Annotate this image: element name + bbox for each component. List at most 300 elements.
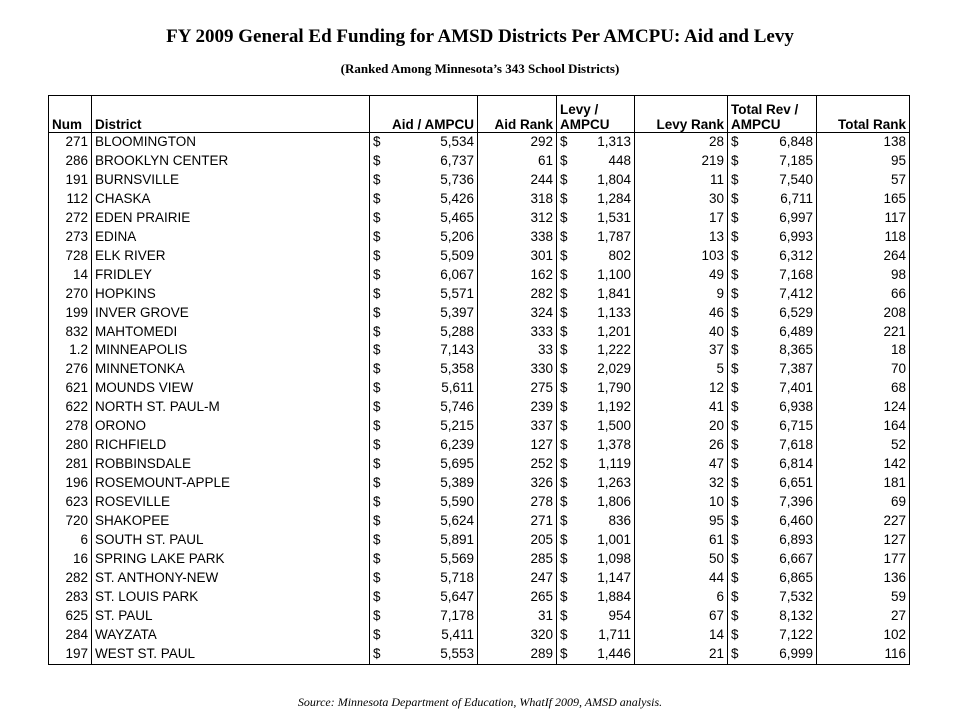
header-total-rank: Total Rank [817, 96, 910, 133]
row-district: ST. ANTHONY-NEW [92, 569, 370, 588]
table-row [49, 228, 910, 247]
levy-currency-symbol: $ [557, 209, 581, 228]
table-row [49, 285, 910, 304]
row-levy: 448 [608, 152, 631, 168]
row-levy-rank: 28 [635, 133, 728, 152]
levy-currency-symbol: $ [557, 417, 581, 436]
row-levy-rank: 21 [635, 645, 728, 664]
row-aid-rank: 271 [478, 512, 557, 531]
row-levy-rank: 103 [635, 247, 728, 266]
row-total: 6,651 [779, 475, 813, 491]
row-total: 6,312 [779, 247, 813, 263]
aid-currency-symbol: $ [370, 266, 394, 285]
levy-currency-symbol: $ [557, 379, 581, 398]
row-total-rank: 57 [817, 171, 910, 190]
levy-currency-symbol: $ [557, 304, 581, 323]
total-currency-symbol: $ [728, 304, 752, 323]
levy-currency-symbol: $ [557, 171, 581, 190]
table-row [49, 493, 910, 512]
row-total: 7,618 [779, 437, 813, 453]
row-levy-rank: 6 [635, 588, 728, 607]
table-row [49, 512, 910, 531]
total-currency-symbol: $ [728, 455, 752, 474]
row-district: EDEN PRAIRIE [92, 209, 370, 228]
row-aid-rank: 247 [478, 569, 557, 588]
aid-currency-symbol: $ [370, 455, 394, 474]
row-total-rank: 66 [817, 285, 910, 304]
table-row [49, 417, 910, 436]
row-total-rank: 138 [817, 133, 910, 152]
total-currency-symbol: $ [728, 323, 752, 342]
row-total-rank: 116 [817, 645, 910, 664]
row-aid-rank: 275 [478, 379, 557, 398]
row-aid-rank: 333 [478, 323, 557, 342]
row-aid: 5,553 [394, 645, 478, 664]
row-district: SHAKOPEE [92, 512, 370, 531]
row-aid-rank: 324 [478, 304, 557, 323]
row-total-rank: 52 [817, 436, 910, 455]
row-aid: 5,891 [440, 532, 474, 548]
row-levy-rank: 20 [635, 417, 728, 436]
row-district: ST. PAUL [92, 607, 370, 626]
table-row [49, 266, 910, 285]
levy-currency-symbol: $ [557, 569, 581, 588]
row-total: 7,122 [779, 626, 813, 642]
row-num: 832 [49, 323, 92, 342]
total-currency-symbol: $ [728, 417, 752, 436]
row-num: 199 [49, 304, 92, 323]
row-num: 1.2 [49, 341, 92, 360]
funding-table [48, 95, 910, 665]
levy-currency-symbol: $ [557, 360, 581, 379]
total-currency-symbol: $ [728, 360, 752, 379]
row-district: BROOKLYN CENTER [92, 152, 370, 171]
row-aid: 5,206 [440, 228, 474, 244]
header-levy-rank: Levy Rank [635, 96, 728, 133]
row-aid: 5,465 [440, 209, 474, 225]
row-total-rank: 264 [817, 247, 910, 266]
row-aid: 6,239 [440, 437, 474, 453]
aid-currency-symbol: $ [370, 285, 394, 304]
row-total-rank: 70 [817, 360, 910, 379]
row-levy: 1,263 [597, 475, 631, 491]
row-num: 284 [49, 626, 92, 645]
row-total: 6,848 [779, 134, 813, 149]
row-levy-rank: 12 [635, 379, 728, 398]
row-num: 283 [49, 588, 92, 607]
row-district: WEST ST. PAUL [92, 645, 370, 664]
row-num: 278 [49, 417, 92, 436]
row-levy: 1,119 [598, 456, 631, 472]
total-currency-symbol: $ [728, 133, 752, 152]
row-levy: 1,804 [597, 171, 631, 187]
row-aid: 5,590 [440, 494, 474, 510]
total-currency-symbol: $ [728, 379, 752, 398]
row-total-rank: 136 [817, 569, 910, 588]
total-currency-symbol: $ [728, 398, 752, 417]
aid-currency-symbol: $ [370, 645, 394, 664]
row-district: RICHFIELD [92, 436, 370, 455]
row-levy-rank: 95 [635, 512, 728, 531]
levy-currency-symbol: $ [557, 493, 581, 512]
row-levy-rank: 14 [635, 626, 728, 645]
levy-currency-symbol: $ [557, 607, 581, 626]
aid-currency-symbol: $ [370, 190, 394, 209]
row-levy: 1,500 [597, 418, 631, 434]
aid-currency-symbol: $ [370, 626, 394, 645]
row-aid: 5,397 [440, 304, 474, 320]
row-total-rank: 177 [817, 550, 910, 569]
row-total-rank: 95 [817, 152, 910, 171]
aid-currency-symbol: $ [370, 171, 394, 190]
total-currency-symbol: $ [728, 228, 752, 247]
row-total: 6,865 [779, 569, 813, 585]
table-row [49, 398, 910, 417]
row-levy-rank: 47 [635, 455, 728, 474]
row-levy-rank: 10 [635, 493, 728, 512]
row-district: ROSEVILLE [92, 493, 370, 512]
aid-currency-symbol: $ [370, 569, 394, 588]
table-row [49, 323, 910, 342]
row-num: 14 [49, 266, 92, 285]
table-row [49, 645, 910, 664]
row-levy: 802 [608, 247, 631, 263]
aid-currency-symbol: $ [370, 588, 394, 607]
row-levy-rank: 5 [635, 360, 728, 379]
row-aid: 5,695 [440, 456, 474, 472]
row-total-rank: 227 [817, 512, 910, 531]
total-currency-symbol: $ [728, 209, 752, 228]
aid-currency-symbol: $ [370, 531, 394, 550]
row-num: 273 [49, 228, 92, 247]
aid-currency-symbol: $ [370, 550, 394, 569]
header-total-line2: AMPCU [731, 117, 781, 132]
row-levy-rank: 26 [635, 436, 728, 455]
row-total-rank: 142 [817, 455, 910, 474]
row-num: 720 [49, 512, 92, 531]
row-levy: 1,192 [597, 399, 631, 415]
total-currency-symbol: $ [728, 493, 752, 512]
row-levy: 954 [608, 607, 631, 623]
row-levy: 1,787 [597, 228, 631, 244]
table-row [49, 474, 910, 493]
row-total: 6,711 [780, 190, 813, 206]
row-total: 6,993 [779, 228, 813, 244]
row-aid: 5,611 [441, 380, 474, 396]
levy-currency-symbol: $ [557, 550, 581, 569]
levy-currency-symbol: $ [557, 531, 581, 550]
table-row [49, 152, 910, 171]
row-district: MOUNDS VIEW [92, 379, 370, 398]
levy-currency-symbol: $ [557, 228, 581, 247]
header-levy-line2: AMPCU [560, 117, 610, 132]
row-levy: 1,313 [597, 134, 631, 149]
row-district: BLOOMINGTON [92, 133, 370, 152]
row-total-rank: 98 [817, 266, 910, 285]
row-num: 728 [49, 247, 92, 266]
total-currency-symbol: $ [728, 171, 752, 190]
row-num: 112 [49, 190, 92, 209]
row-district: MAHTOMEDI [92, 323, 370, 342]
row-aid-rank: 312 [478, 209, 557, 228]
row-levy: 836 [608, 513, 631, 529]
aid-currency-symbol: $ [370, 360, 394, 379]
aid-currency-symbol: $ [370, 209, 394, 228]
header-num: Num [49, 96, 92, 133]
row-total: 6,667 [779, 550, 813, 566]
levy-currency-symbol: $ [557, 474, 581, 493]
row-aid: 7,178 [440, 607, 474, 623]
row-levy: 1,378 [597, 437, 631, 453]
source-note: Source: Minnesota Department of Education, WhatIf 2009, AMSD analysis. [297, 695, 663, 709]
row-num: 16 [49, 550, 92, 569]
row-district: ROBBINSDALE [92, 455, 370, 474]
total-currency-symbol: $ [728, 474, 752, 493]
total-currency-symbol: $ [728, 531, 752, 550]
row-total: 7,532 [779, 588, 813, 604]
row-num: 270 [49, 285, 92, 304]
row-total-rank: 27 [817, 607, 910, 626]
aid-currency-symbol: $ [370, 323, 394, 342]
total-currency-symbol: $ [728, 247, 752, 266]
aid-currency-symbol: $ [370, 398, 394, 417]
total-currency-symbol: $ [728, 341, 752, 360]
aid-currency-symbol: $ [370, 493, 394, 512]
table-row [49, 588, 910, 607]
row-total-rank: 127 [817, 531, 910, 550]
row-aid: 5,426 [440, 190, 474, 206]
levy-currency-symbol: $ [557, 645, 581, 664]
row-aid-rank: 31 [478, 607, 557, 626]
row-levy: 1,884 [597, 588, 631, 604]
row-aid-rank: 285 [478, 550, 557, 569]
header-total-line1: Total Rev / [731, 102, 799, 117]
row-aid: 5,624 [440, 513, 474, 529]
table-row [49, 455, 910, 474]
table-row [49, 531, 910, 550]
row-district: HOPKINS [92, 285, 370, 304]
header-aid: Aid / AMPCU [370, 96, 478, 133]
row-district: BURNSVILLE [92, 171, 370, 190]
row-aid: 5,509 [440, 247, 474, 263]
levy-currency-symbol: $ [557, 190, 581, 209]
row-aid: 6,737 [440, 152, 474, 168]
row-aid-rank: 330 [478, 360, 557, 379]
total-currency-symbol: $ [728, 512, 752, 531]
row-aid: 5,389 [440, 475, 474, 491]
aid-currency-symbol: $ [370, 304, 394, 323]
row-num: 281 [49, 455, 92, 474]
total-currency-symbol: $ [728, 436, 752, 455]
row-levy: 1,133 [597, 304, 631, 320]
row-levy-rank: 61 [635, 531, 728, 550]
levy-currency-symbol: $ [557, 285, 581, 304]
aid-currency-symbol: $ [370, 133, 394, 152]
aid-currency-symbol: $ [370, 247, 394, 266]
table-row [49, 379, 910, 398]
row-aid: 5,358 [440, 361, 474, 377]
levy-currency-symbol: $ [557, 436, 581, 455]
row-levy-rank: 13 [635, 228, 728, 247]
aid-currency-symbol: $ [370, 341, 394, 360]
table-row [49, 341, 910, 360]
header-aid-rank: Aid Rank [478, 96, 557, 133]
row-levy-rank: 40 [635, 323, 728, 342]
total-currency-symbol: $ [728, 626, 752, 645]
row-aid-rank: 162 [478, 266, 557, 285]
row-aid-rank: 33 [478, 341, 557, 360]
row-num: 6 [49, 531, 92, 550]
row-levy-rank: 67 [635, 607, 728, 626]
row-num: 282 [49, 569, 92, 588]
row-levy: 1,284 [597, 190, 631, 206]
row-levy-rank: 41 [635, 398, 728, 417]
aid-currency-symbol: $ [370, 379, 394, 398]
row-levy: 1,100 [597, 266, 631, 282]
levy-currency-symbol: $ [557, 588, 581, 607]
row-aid-rank: 292 [478, 133, 557, 152]
levy-currency-symbol: $ [557, 341, 581, 360]
row-district: MINNEAPOLIS [92, 341, 370, 360]
row-aid: 5,571 [440, 285, 474, 301]
table-row [49, 626, 910, 645]
row-district: ORONO [92, 417, 370, 436]
row-total: 6,529 [779, 304, 813, 320]
row-district: EDINA [92, 228, 370, 247]
row-aid: 5,569 [440, 550, 474, 566]
row-num: 622 [49, 398, 92, 417]
levy-currency-symbol: $ [557, 323, 581, 342]
row-aid-rank: 61 [478, 152, 557, 171]
row-total: 7,412 [779, 285, 813, 301]
row-total-rank: 208 [817, 304, 910, 323]
row-levy: 1,790 [597, 380, 631, 396]
row-num: 196 [49, 474, 92, 493]
levy-currency-symbol: $ [557, 266, 581, 285]
aid-currency-symbol: $ [370, 152, 394, 171]
row-num: 625 [49, 607, 92, 626]
row-levy-rank: 49 [635, 266, 728, 285]
aid-currency-symbol: $ [370, 436, 394, 455]
row-district: SPRING LAKE PARK [92, 550, 370, 569]
row-total-rank: 69 [817, 493, 910, 512]
row-num: 280 [49, 436, 92, 455]
row-levy: 1,098 [597, 550, 631, 566]
total-currency-symbol: $ [728, 645, 752, 664]
row-aid: 5,215 [440, 418, 474, 434]
header-levy-line1: Levy / [560, 102, 599, 117]
page-title: FY 2009 General Ed Funding for AMSD Districts Per AMCPU: Aid and Levy [166, 26, 794, 47]
row-levy-rank: 32 [635, 474, 728, 493]
levy-currency-symbol: $ [557, 626, 581, 645]
row-levy: 1,222 [597, 342, 631, 358]
table-row [49, 209, 910, 228]
row-total: 7,168 [779, 266, 813, 282]
table-row [49, 133, 910, 152]
row-num: 197 [49, 645, 92, 664]
row-aid-rank: 320 [478, 626, 557, 645]
total-currency-symbol: $ [728, 607, 752, 626]
row-total: 6,999 [752, 645, 817, 664]
table-row [49, 550, 910, 569]
row-levy-rank: 219 [635, 152, 728, 171]
aid-currency-symbol: $ [370, 417, 394, 436]
levy-currency-symbol: $ [557, 398, 581, 417]
row-num: 271 [49, 133, 92, 152]
total-currency-symbol: $ [728, 152, 752, 171]
row-district: SOUTH ST. PAUL [92, 531, 370, 550]
row-aid: 5,746 [440, 399, 474, 415]
row-num: 621 [49, 379, 92, 398]
table-row [49, 247, 910, 266]
row-aid-rank: 289 [478, 645, 557, 664]
row-levy-rank: 44 [635, 569, 728, 588]
row-total-rank: 124 [817, 398, 910, 417]
row-levy-rank: 46 [635, 304, 728, 323]
row-num: 272 [49, 209, 92, 228]
row-levy: 1,147 [597, 569, 631, 585]
row-levy: 1,001 [597, 532, 631, 548]
row-levy: 1,711 [598, 626, 631, 642]
table-row [49, 304, 910, 323]
row-levy-rank: 37 [635, 341, 728, 360]
row-total-rank: 68 [817, 379, 910, 398]
row-total-rank: 117 [817, 209, 910, 228]
row-levy: 1,446 [581, 645, 635, 664]
row-district: FRIDLEY [92, 266, 370, 285]
row-levy-rank: 9 [635, 285, 728, 304]
table-row [49, 360, 910, 379]
aid-currency-symbol: $ [370, 607, 394, 626]
row-total: 7,396 [779, 494, 813, 510]
row-district: ST. LOUIS PARK [92, 588, 370, 607]
row-aid: 7,143 [440, 342, 474, 358]
header-row [49, 96, 910, 133]
row-aid-rank: 205 [478, 531, 557, 550]
row-total-rank: 221 [817, 323, 910, 342]
table-row [49, 171, 910, 190]
header-district: District [92, 96, 370, 133]
header-levy [557, 96, 635, 133]
row-aid-rank: 278 [478, 493, 557, 512]
row-aid-rank: 301 [478, 247, 557, 266]
row-aid-rank: 326 [478, 474, 557, 493]
row-district: ELK RIVER [92, 247, 370, 266]
row-total: 6,715 [779, 418, 813, 434]
row-levy: 1,201 [597, 323, 631, 339]
aid-currency-symbol: $ [370, 228, 394, 247]
levy-currency-symbol: $ [557, 512, 581, 531]
row-total-rank: 164 [817, 417, 910, 436]
row-aid: 5,411 [441, 626, 474, 642]
row-num: 276 [49, 360, 92, 379]
levy-currency-symbol: $ [557, 133, 581, 152]
row-aid-rank: 244 [478, 171, 557, 190]
row-total: 6,814 [779, 456, 813, 472]
table-row [49, 569, 910, 588]
row-total: 6,489 [779, 323, 813, 339]
row-aid: 5,736 [440, 171, 474, 187]
row-levy: 1,841 [597, 285, 631, 301]
row-total-rank: 18 [817, 341, 910, 360]
row-aid: 6,067 [440, 266, 474, 282]
levy-currency-symbol: $ [557, 152, 581, 171]
row-total-rank: 181 [817, 474, 910, 493]
row-total: 8,365 [779, 342, 813, 358]
row-num: 623 [49, 493, 92, 512]
row-aid-rank: 252 [478, 455, 557, 474]
row-levy: 1,531 [597, 209, 631, 225]
